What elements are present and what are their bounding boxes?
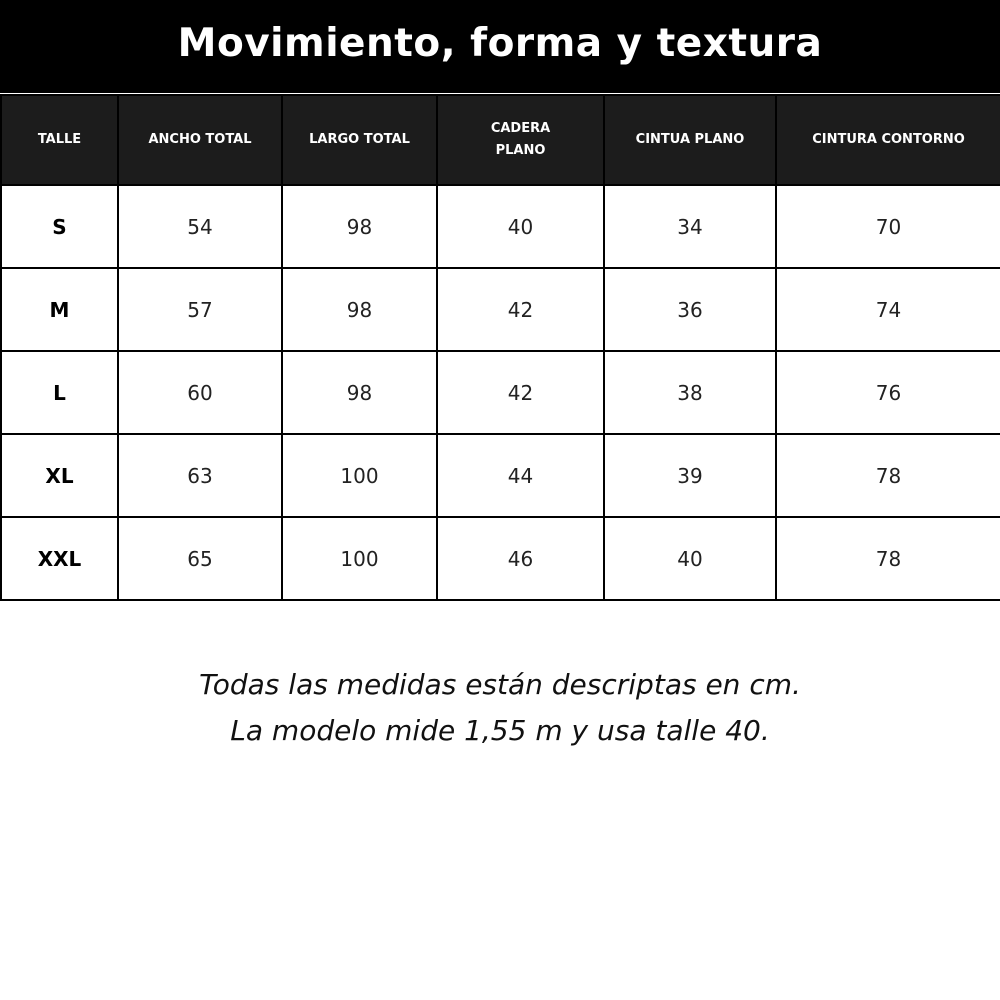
note-line-model: La modelo mide 1,55 m y usa talle 40. [230,714,770,747]
table-cell: 42 [437,351,604,434]
table-cell: 100 [282,517,437,600]
note-line-units: Todas las medidas están descriptas en cm. [199,668,801,701]
table-cell: 39 [604,434,776,517]
size-cell: XL [1,434,118,517]
table-cell: 46 [437,517,604,600]
column-header-cintura-contorno: CINTURA CONTORNO [776,95,1000,185]
size-table [0,94,1000,601]
table-row [1,351,1000,434]
table-cell: 98 [282,351,437,434]
column-header-cintua-plano: CINTUA PLANO [604,95,776,185]
table-cell: 70 [776,185,1000,268]
table-cell: 38 [604,351,776,434]
table-cell: 74 [776,268,1000,351]
table-cell: 98 [282,268,437,351]
size-cell: L [1,351,118,434]
column-header-ancho-total: ANCHO TOTAL [118,95,282,185]
table-row [1,185,1000,268]
size-cell: XXL [1,517,118,600]
title-bar [0,0,1000,93]
table-row [1,517,1000,600]
page-title: Movimiento, forma y textura [177,21,823,66]
header-row [1,95,1000,185]
size-cell: M [1,268,118,351]
measurement-note [0,662,1000,754]
column-header-talle: TALLE [1,95,118,185]
table-cell: 98 [282,185,437,268]
column-header-cadera-plano: CADERA PLANO [437,95,604,185]
table-cell: 60 [118,351,282,434]
table-cell: 76 [776,351,1000,434]
table-cell: 44 [437,434,604,517]
table-cell: 78 [776,434,1000,517]
table-cell: 36 [604,268,776,351]
table-cell: 57 [118,268,282,351]
table-header [1,95,1000,185]
table-cell: 40 [604,517,776,600]
table-cell: 40 [437,185,604,268]
size-cell: S [1,185,118,268]
table-cell: 42 [437,268,604,351]
table-row [1,268,1000,351]
table-cell: 100 [282,434,437,517]
table-cell: 54 [118,185,282,268]
table-cell: 63 [118,434,282,517]
table-cell: 78 [776,517,1000,600]
table-cell: 34 [604,185,776,268]
table-body [1,185,1000,600]
table-cell: 65 [118,517,282,600]
column-header-largo-total: LARGO TOTAL [282,95,437,185]
table-row [1,434,1000,517]
